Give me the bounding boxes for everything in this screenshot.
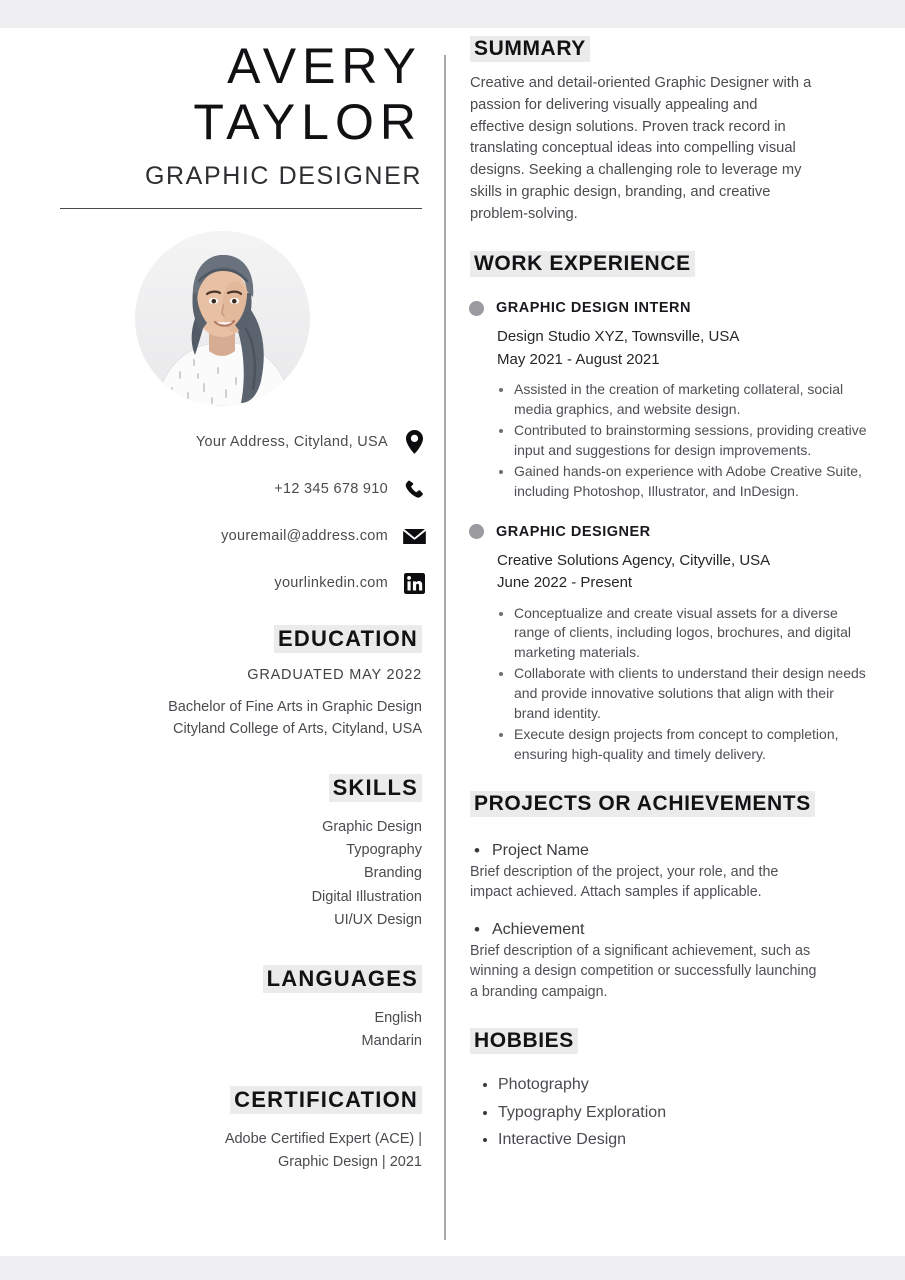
job-bullet-list bbox=[497, 380, 870, 501]
job-entry bbox=[470, 524, 870, 765]
linkedin-icon bbox=[402, 571, 426, 595]
page-bottom-band bbox=[0, 1256, 905, 1280]
certification-heading: CERTIFICATION bbox=[230, 1086, 422, 1114]
left-column bbox=[0, 28, 444, 1256]
list-item: Branding bbox=[363, 865, 422, 882]
contact-item-phone[interactable] bbox=[0, 477, 426, 501]
list-item: • Conceptualize and create visual assets for a diverse range of clients, including logos, brochures, and digital marketing materials. bbox=[514, 604, 870, 664]
languages-list bbox=[0, 1007, 422, 1053]
project-entry bbox=[470, 921, 870, 1002]
education-school: Cityland College of Arts, Cityland, USA bbox=[172, 721, 422, 738]
hobbies-section bbox=[470, 1028, 870, 1154]
location-pin-icon bbox=[402, 430, 426, 454]
work-experience-heading: WORK EXPERIENCE bbox=[470, 251, 695, 277]
skills-list bbox=[0, 816, 422, 932]
list-item: • Interactive Design bbox=[498, 1126, 870, 1154]
job-marker-icon bbox=[469, 524, 484, 539]
contact-list bbox=[0, 430, 444, 595]
list-item: English bbox=[374, 1009, 422, 1026]
list-item: Mandarin bbox=[361, 1033, 422, 1050]
email-icon bbox=[402, 524, 426, 548]
job-title: GRAPHIC DESIGNER bbox=[144, 162, 422, 190]
first-name: AVERY bbox=[227, 38, 422, 94]
right-column bbox=[470, 28, 870, 1256]
skills-section bbox=[0, 774, 444, 932]
project-entry bbox=[470, 842, 870, 903]
list-item: • Collaborate with clients to understand their design needs and provide innovative solutions that align with their brand identity. bbox=[514, 664, 870, 724]
name-block bbox=[0, 28, 444, 191]
project-name: • Project Name bbox=[470, 842, 870, 860]
contact-item-address[interactable] bbox=[0, 430, 426, 454]
avatar bbox=[135, 231, 310, 406]
last-name: TAYLOR bbox=[193, 94, 422, 150]
languages-section bbox=[0, 965, 444, 1053]
header-divider-rule bbox=[60, 208, 422, 209]
contact-email-text: youremail@address.com bbox=[221, 528, 388, 544]
list-item: Typography bbox=[346, 842, 422, 859]
contact-item-email[interactable] bbox=[0, 524, 426, 548]
column-divider bbox=[444, 55, 446, 1240]
phone-icon bbox=[402, 477, 426, 501]
job-role: GRAPHIC DESIGNER bbox=[496, 523, 651, 540]
list-item: • Typography Exploration bbox=[498, 1099, 870, 1127]
contact-phone-text: +12 345 678 910 bbox=[274, 481, 388, 497]
summary-section bbox=[470, 36, 870, 225]
job-body bbox=[497, 550, 870, 765]
job-entry bbox=[470, 300, 870, 501]
job-company: Creative Solutions Agency, Cityville, USA bbox=[497, 551, 771, 569]
hobbies-heading: HOBBIES bbox=[470, 1028, 578, 1054]
education-section bbox=[0, 625, 444, 741]
job-body bbox=[497, 326, 870, 501]
job-header bbox=[469, 524, 870, 540]
hobbies-list bbox=[470, 1071, 870, 1154]
job-company: Design Studio XYZ, Townsville, USA bbox=[497, 328, 740, 346]
education-heading: EDUCATION bbox=[274, 625, 422, 653]
education-degree: Bachelor of Fine Arts in Graphic Design bbox=[168, 699, 422, 715]
list-item: UI/UX Design bbox=[334, 911, 422, 928]
list-item: Digital Illustration bbox=[311, 888, 422, 905]
list-item: • Contributed to brainstorming sessions, providing creative input and suggestions for design improvements. bbox=[514, 421, 870, 461]
job-marker-icon bbox=[469, 301, 484, 316]
contact-item-linkedin[interactable] bbox=[0, 571, 426, 595]
contact-linkedin-text: yourlinkedin.com bbox=[274, 575, 388, 591]
list-item: • Execute design projects from concept to completion, ensuring high-quality and timely delivery. bbox=[514, 725, 870, 765]
job-role: GRAPHIC DESIGN INTERN bbox=[496, 300, 691, 317]
summary-text: Creative and detail-oriented Graphic Designer with a passion for delivering visually appealing and effective design solutions. Proven track record in translating conceptual ideas into compelling visual designs. Seeking a challenging role to leverage my skills in graphic design, branding, and creative problem-solving. bbox=[470, 75, 812, 222]
resume-sheet bbox=[0, 28, 905, 1256]
projects-section bbox=[470, 791, 870, 1002]
job-bullet-list bbox=[497, 604, 870, 765]
list-item: • Gained hands-on experience with Adobe Creative Suite, including Photoshop, Illustrator, and InDesign. bbox=[514, 462, 870, 502]
contact-address-text: Your Address, Cityland, USA bbox=[195, 434, 388, 450]
photo-container bbox=[0, 231, 444, 406]
job-dates: June 2022 - Present bbox=[497, 574, 633, 591]
education-graduated: GRADUATED MAY 2022 bbox=[247, 667, 422, 683]
list-item: Graphic Design bbox=[322, 818, 422, 835]
summary-heading: SUMMARY bbox=[470, 36, 590, 62]
list-item: • Assisted in the creation of marketing collateral, social media graphics, and website design. bbox=[514, 380, 870, 420]
list-item: • Photography bbox=[498, 1071, 870, 1099]
project-name: • Achievement bbox=[470, 921, 870, 939]
job-dates: May 2021 - August 2021 bbox=[497, 350, 660, 368]
skills-heading: SKILLS bbox=[329, 774, 422, 802]
certification-section bbox=[0, 1086, 444, 1173]
project-description: Brief description of a significant achievement, such as winning a design competition or successfully launching a branding campaign. bbox=[470, 943, 817, 1000]
projects-heading: PROJECTS OR ACHIEVEMENTS bbox=[470, 791, 815, 817]
languages-heading: LANGUAGES bbox=[263, 965, 422, 993]
work-experience-section bbox=[470, 251, 870, 764]
certification-line-2: Graphic Design | 2021 bbox=[277, 1153, 422, 1170]
page-top-band bbox=[0, 0, 905, 28]
certification-line-1: Adobe Certified Expert (ACE) | bbox=[224, 1131, 422, 1148]
project-description: Brief description of the project, your role, and the impact achieved. Attach samples if applicable. bbox=[470, 863, 779, 900]
job-header bbox=[469, 300, 870, 316]
